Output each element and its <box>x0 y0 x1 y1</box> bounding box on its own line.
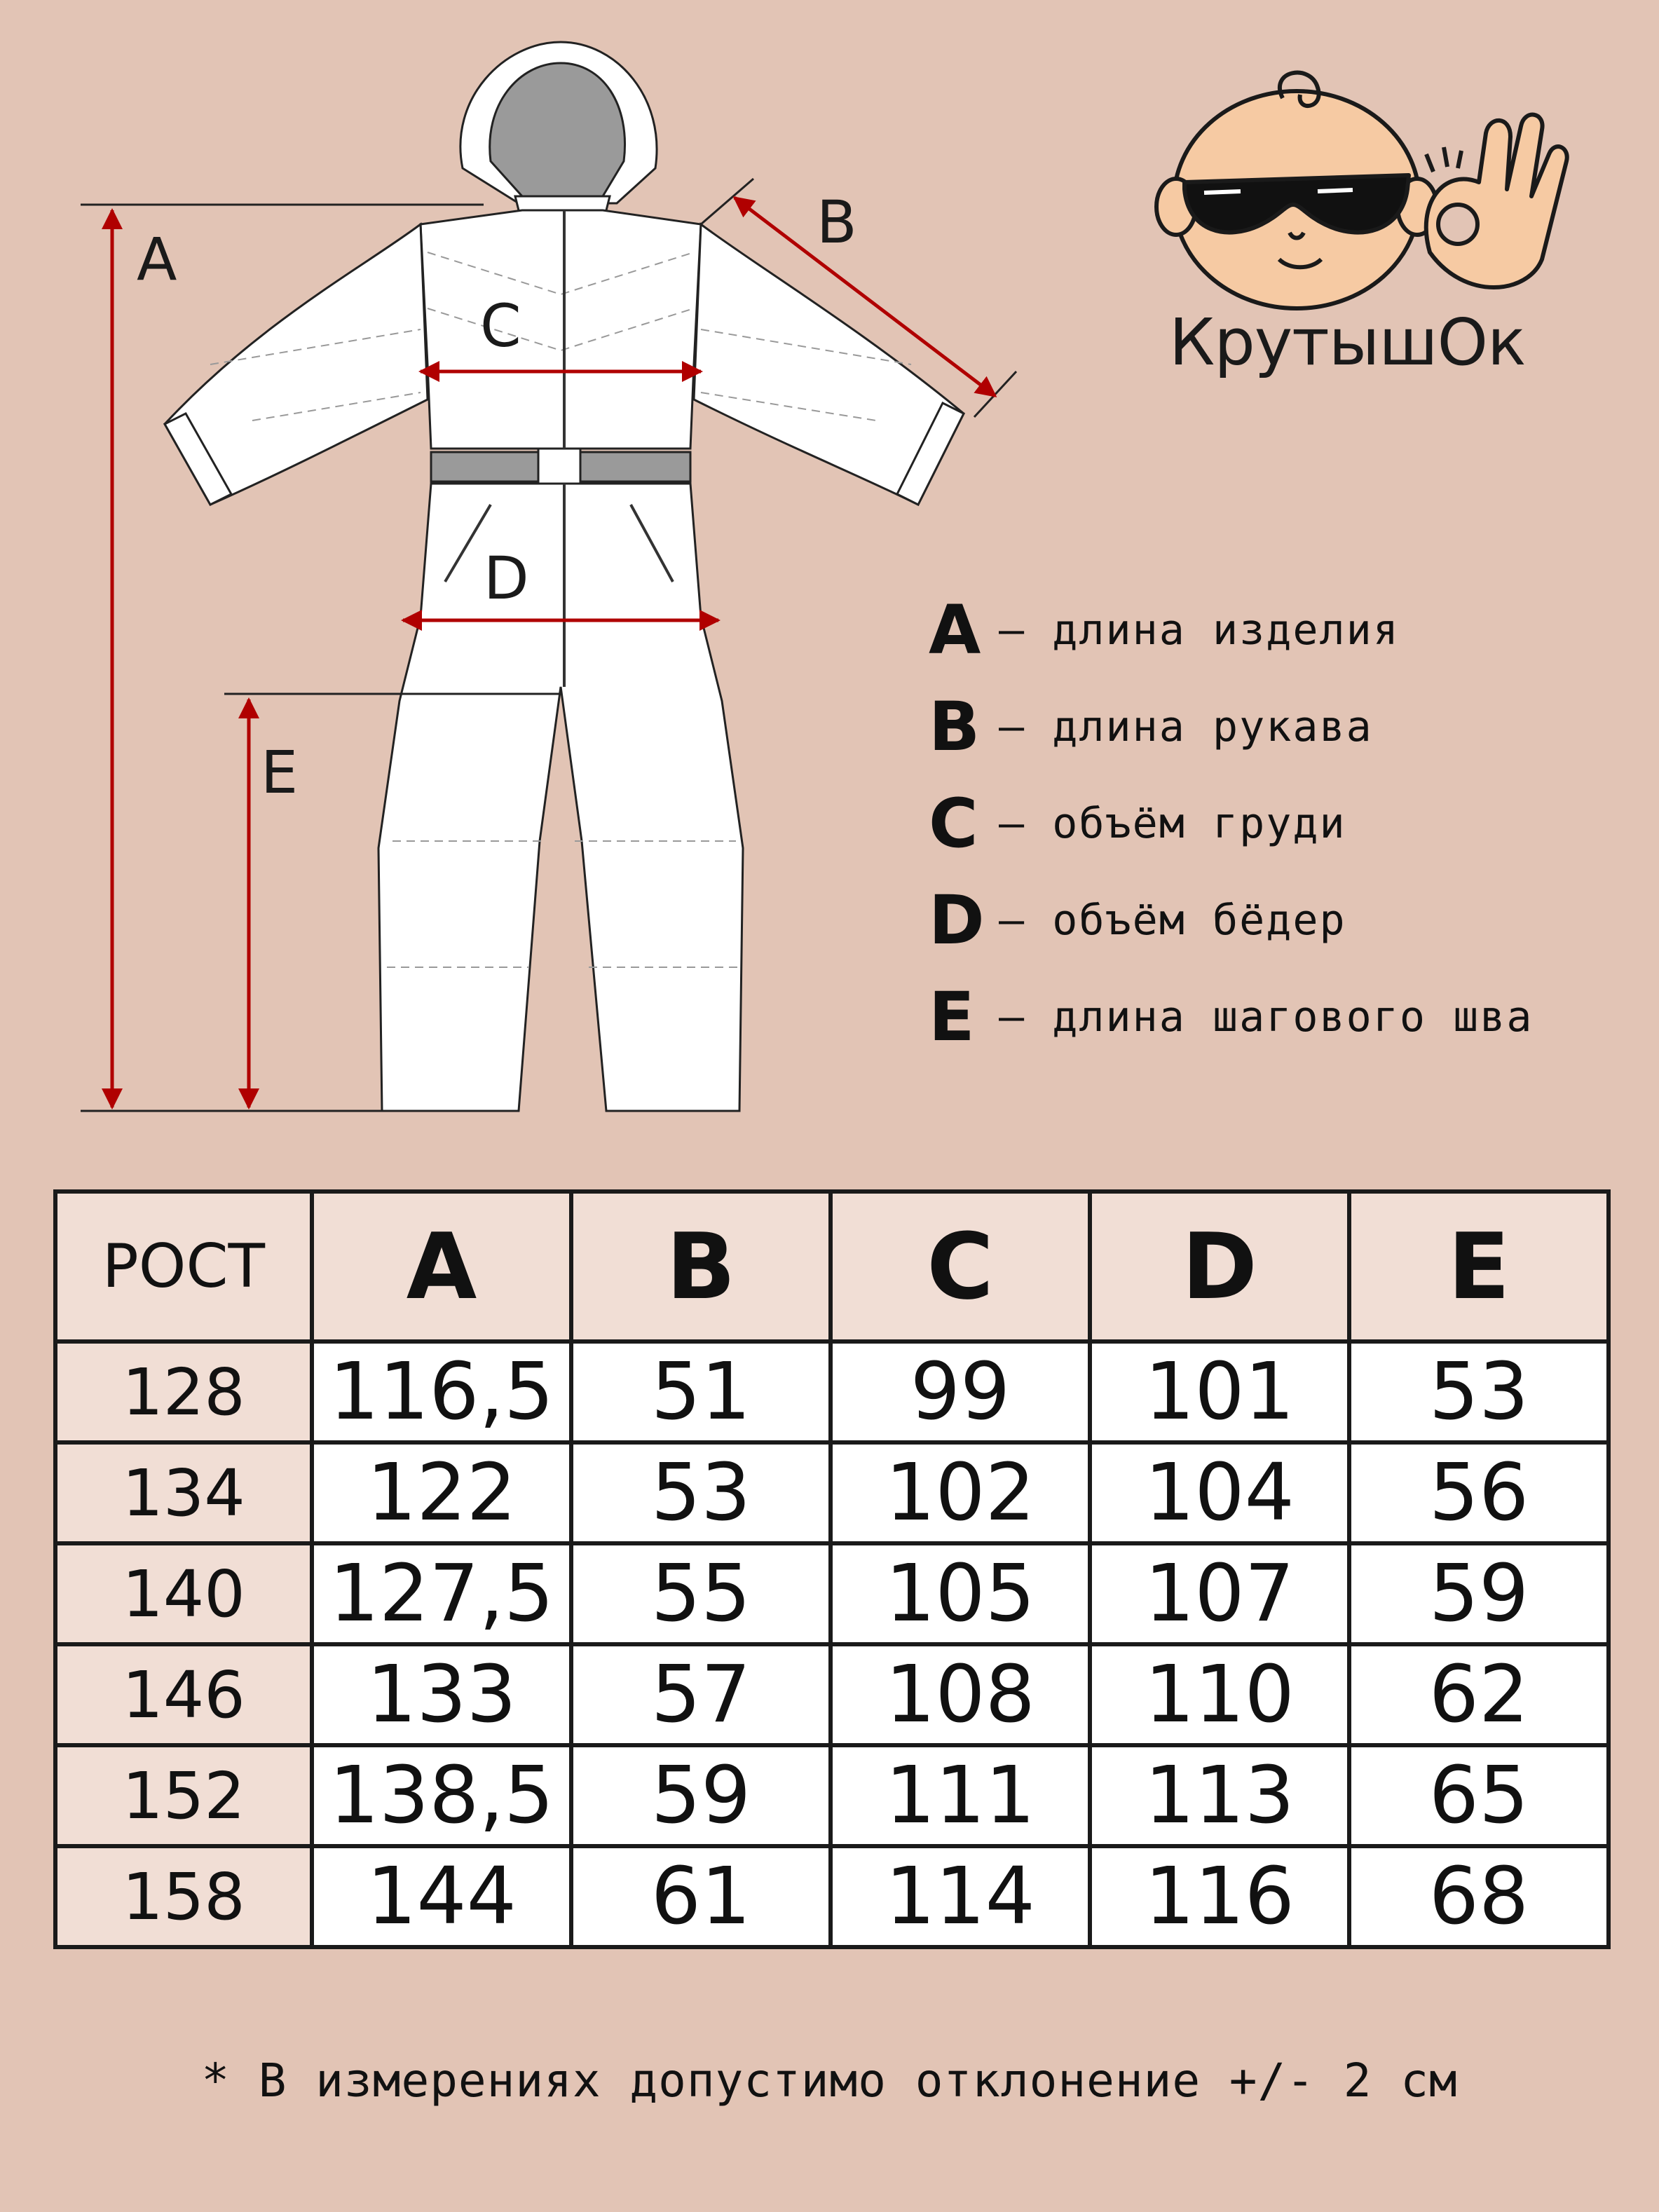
rost-cell: 158 <box>55 1846 312 1947</box>
table-row <box>55 1846 1609 1947</box>
table-cell: 138,5 <box>312 1745 571 1846</box>
table-cell: 62 <box>1349 1644 1609 1745</box>
measurement-legend <box>929 582 1630 1065</box>
torso <box>421 210 701 449</box>
table-cell: 68 <box>1349 1846 1609 1947</box>
table-cell: 116,5 <box>312 1341 571 1442</box>
legend-row-a <box>929 582 1630 678</box>
diagram-label-c: C <box>480 292 521 360</box>
diagram-label-a: A <box>137 225 177 294</box>
table-row <box>55 1442 1609 1543</box>
legend-text: – объём бёдер <box>999 896 1346 945</box>
table-cell: 122 <box>312 1442 571 1543</box>
diagram-label-d: D <box>484 544 529 613</box>
header-cell: A <box>312 1192 571 1341</box>
legend-letter: E <box>929 978 975 1056</box>
legend-text: – длина шагового шва <box>999 992 1534 1042</box>
legend-letter: C <box>929 784 978 863</box>
table-header-row <box>55 1192 1609 1341</box>
legend-row-c <box>929 775 1630 872</box>
table-cell: 107 <box>1090 1543 1349 1644</box>
brand-name: КрутышОк <box>1169 305 1526 380</box>
table-cell: 51 <box>571 1341 831 1442</box>
legend-row-e <box>929 969 1630 1065</box>
legend-text: – длина изделия <box>999 606 1400 655</box>
table-row <box>55 1341 1609 1442</box>
legend-letter: A <box>929 591 981 669</box>
table-cell: 59 <box>1349 1543 1609 1644</box>
ok-hand <box>1426 115 1567 287</box>
table-cell: 105 <box>831 1543 1090 1644</box>
table-cell: 65 <box>1349 1745 1609 1846</box>
table-cell: 116 <box>1090 1846 1349 1947</box>
table-cell: 114 <box>831 1846 1090 1947</box>
header-cell: D <box>1090 1192 1349 1341</box>
table-cell: 113 <box>1090 1745 1349 1846</box>
header-cell: C <box>831 1192 1090 1341</box>
table-cell: 101 <box>1090 1341 1349 1442</box>
table-cell: 99 <box>831 1341 1090 1442</box>
rost-cell: 128 <box>55 1341 312 1442</box>
table-row <box>55 1644 1609 1745</box>
table-cell: 110 <box>1090 1644 1349 1745</box>
legend-letter: B <box>929 688 981 766</box>
table-cell: 57 <box>571 1644 831 1745</box>
table-cell: 56 <box>1349 1442 1609 1543</box>
table-cell: 104 <box>1090 1442 1349 1543</box>
lower-body <box>378 484 743 1111</box>
table-cell: 53 <box>1349 1341 1609 1442</box>
legend-row-b <box>929 678 1630 775</box>
table-cell: 133 <box>312 1644 571 1745</box>
table-row <box>55 1745 1609 1846</box>
diagram-label-b: B <box>817 188 857 257</box>
legend-text: – длина рукава <box>999 702 1373 751</box>
legend-letter: D <box>929 881 985 960</box>
table-cell: 144 <box>312 1846 571 1947</box>
table-cell: 59 <box>571 1745 831 1846</box>
rost-cell: 140 <box>55 1543 312 1644</box>
table-cell: 127,5 <box>312 1543 571 1644</box>
size-table <box>53 1189 1611 1949</box>
table-cell: 53 <box>571 1442 831 1543</box>
table-row <box>55 1543 1609 1644</box>
footnote: * В измерениях допустимо отклонение +/- 2 см <box>201 2054 1458 2108</box>
rost-cell: 152 <box>55 1745 312 1846</box>
table-cell: 55 <box>571 1543 831 1644</box>
diagram-label-e: E <box>261 738 299 807</box>
legend-row-d <box>929 872 1630 969</box>
table-cell: 102 <box>831 1442 1090 1543</box>
buckle <box>538 449 580 485</box>
table-cell: 108 <box>831 1644 1090 1745</box>
rost-cell: 134 <box>55 1442 312 1543</box>
table-cell: 61 <box>571 1846 831 1947</box>
rost-cell: 146 <box>55 1644 312 1745</box>
table-cell: 111 <box>831 1745 1090 1846</box>
legend-text: – объём груди <box>999 799 1346 848</box>
header-cell: E <box>1349 1192 1609 1341</box>
header-cell: РОСТ <box>55 1192 312 1341</box>
header-cell: B <box>571 1192 831 1341</box>
